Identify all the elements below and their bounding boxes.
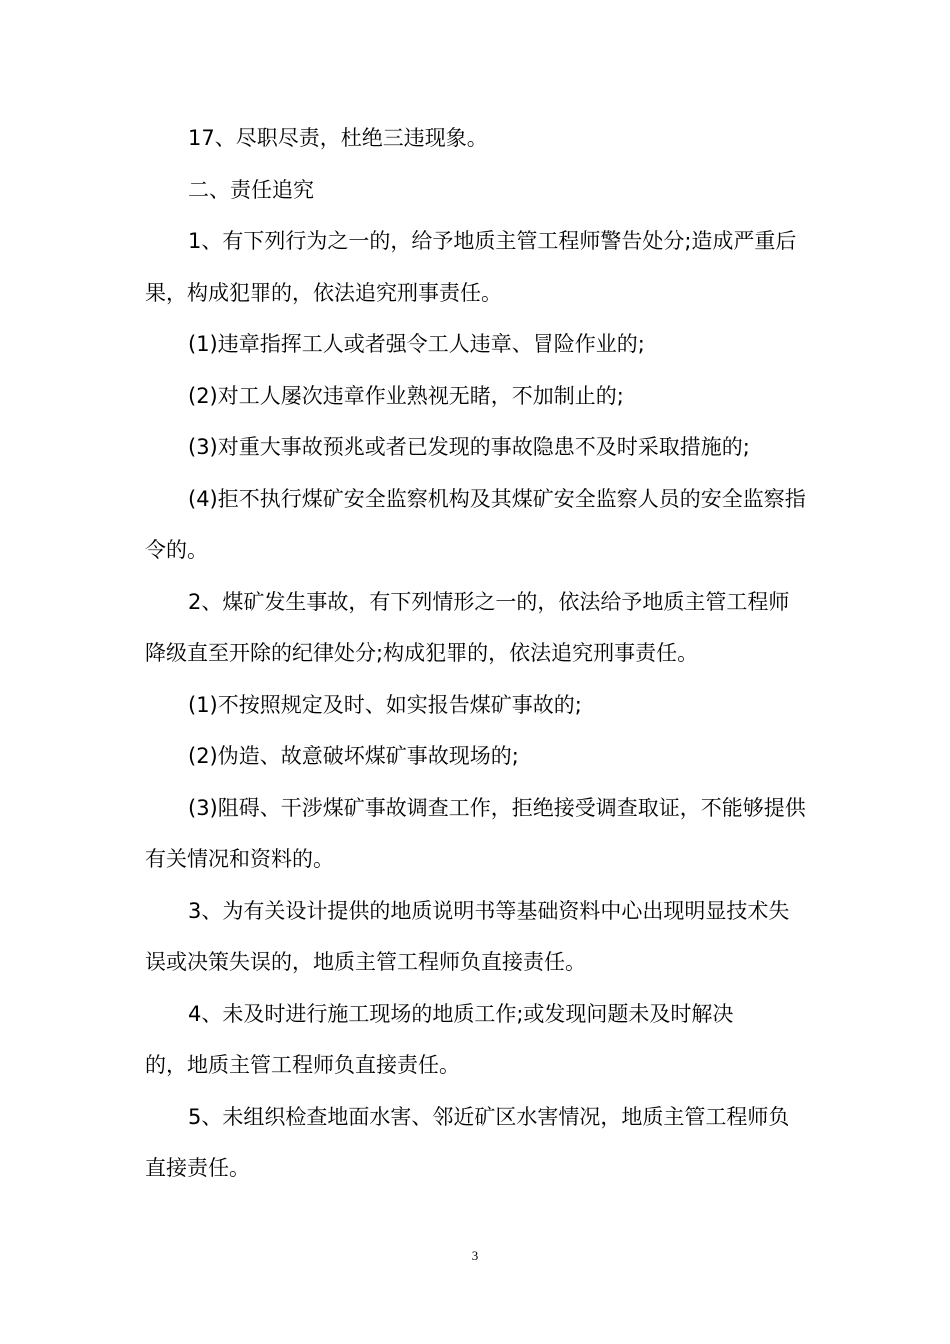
page-number: 3 [471, 1248, 479, 1263]
paragraph-clause-1-item-4: (4)拒不执行煤矿安全监察机构及其煤矿安全监察人员的安全监察指令的。 [145, 486, 806, 562]
paragraph-clause-2-item-3: (3)阻碍、干涉煤矿事故调查工作，拒绝接受调查取证，不能够提供有关情况和资料的。 [145, 795, 806, 871]
section-heading-accountability: 二、责任追究 [188, 177, 314, 202]
paragraph-clause-4: 4、未及时进行施工现场的地质工作;或发现问题未及时解决 的，地质主管工程师负直接责任。 [145, 1001, 734, 1077]
paragraph-clause-1-item-3: (3)对重大事故预兆或者已发现的事故隐患不及时采取措施的; [188, 435, 750, 459]
paragraph-clause-1-item-1: (1)违章指挥工人或者强令工人违章、冒险作业的; [188, 332, 645, 356]
paragraph-clause-2: 2、煤矿发生事故，有下列情形之一的，依法给予地质主管工程师降级直至开除的纪律处分;构成犯罪的，依法追究刑事责任。 [145, 589, 790, 665]
paragraph-clause-1-item-2: (2)对工人屡次违章作业熟视无睹，不加制止的; [188, 383, 624, 408]
paragraph-clause-2-item-1: (1)不按照规定及时、如实报告煤矿事故的; [188, 692, 582, 717]
paragraph-item-17: 17、尽职尽责，杜绝三违现象。 [188, 126, 488, 150]
paragraph-clause-5: 5、未组织检查地面水害、邻近矿区水害情况，地质主管工程师负直接责任。 [145, 1104, 790, 1180]
paragraph-clause-1: 1、有下列行为之一的，给予地质主管工程师警告处分;造成严重后果，构成犯罪的，依法追究刑事责任。 [145, 229, 797, 305]
paragraph-clause-3: 3、为有关设计提供的地质说明书等基础资料中心出现明显技术失误或决策失误的，地质主管工程师负直接责任。 [145, 898, 790, 974]
body-text [145, 113, 810, 1195]
paragraph-clause-2-item-2: (2)伪造、故意破坏煤矿事故现场的; [188, 744, 519, 768]
